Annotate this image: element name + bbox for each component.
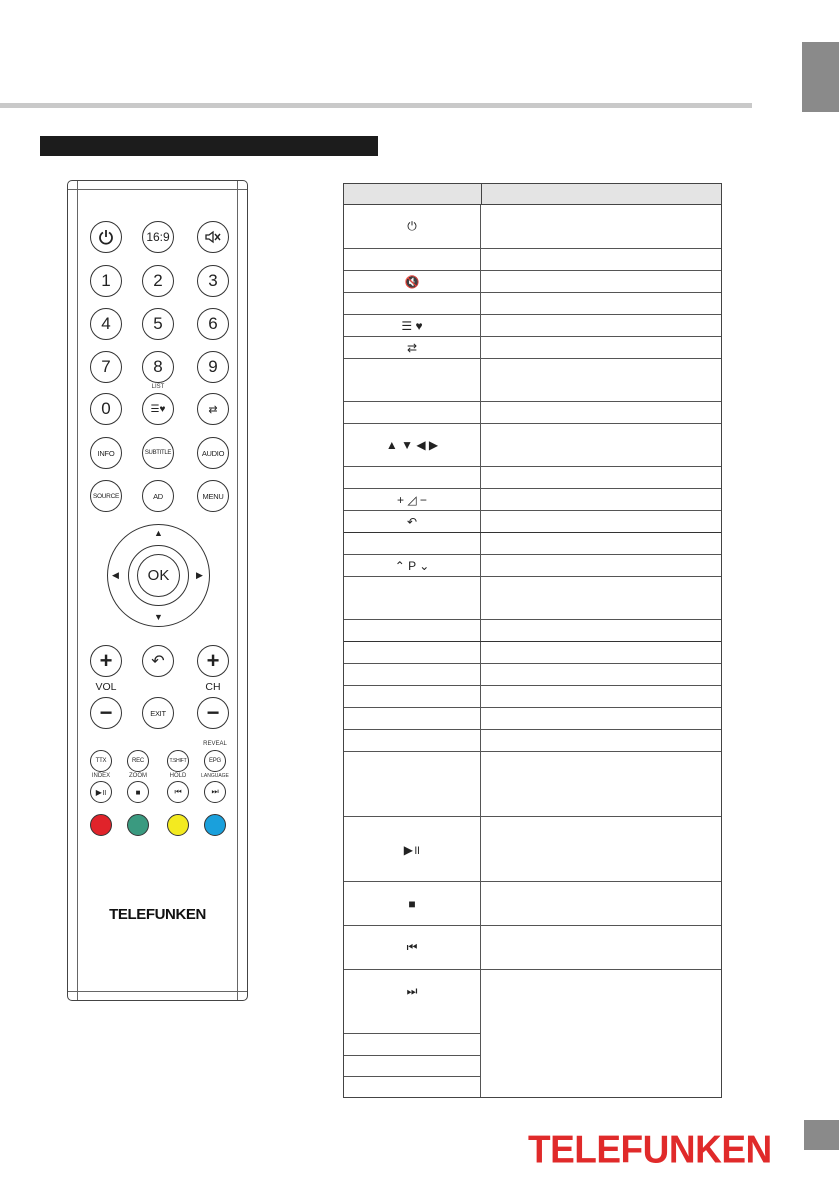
remote-edge-top bbox=[68, 189, 247, 190]
table-cell-function bbox=[481, 402, 721, 423]
stop-button bbox=[127, 781, 149, 803]
recall-icon: ⇄ bbox=[208, 403, 218, 416]
table-cell-button bbox=[344, 359, 481, 401]
table-cell bbox=[344, 1034, 480, 1055]
minus-icon: − bbox=[99, 700, 113, 725]
table-cell-button bbox=[344, 402, 481, 423]
tshift-label: T.SHIFT bbox=[169, 758, 187, 764]
ok-label: OK bbox=[147, 567, 170, 584]
back-icon: ↶ bbox=[151, 653, 165, 670]
audio-button bbox=[197, 437, 229, 469]
table-cell-button: ⏮ bbox=[344, 926, 481, 969]
list-fav-icon: ☰♥ bbox=[150, 403, 166, 415]
table-cell-function bbox=[481, 555, 721, 576]
vol-down-button bbox=[90, 697, 122, 729]
ttx-button bbox=[90, 750, 112, 772]
list-label: LIST bbox=[151, 384, 165, 390]
table-row bbox=[344, 970, 721, 1013]
rewind-icon: ⏮ bbox=[174, 787, 182, 796]
forward-button bbox=[204, 781, 226, 803]
source-label: SOURCE bbox=[92, 492, 119, 500]
num-label: 6 bbox=[208, 314, 218, 333]
rec-label: REC bbox=[131, 758, 145, 764]
table-cell-button bbox=[344, 620, 481, 641]
table-cell-button bbox=[344, 467, 481, 488]
table-row bbox=[344, 249, 721, 271]
table-row bbox=[344, 664, 721, 686]
table-cell-button bbox=[344, 686, 481, 707]
table-row bbox=[344, 642, 721, 664]
table-cell-button: ↶ bbox=[344, 511, 481, 532]
table-cell bbox=[344, 1077, 480, 1097]
table-cell-button: ☰ ♥ bbox=[344, 315, 481, 336]
table-cell-function bbox=[481, 664, 721, 685]
table-row bbox=[344, 926, 721, 970]
table-row bbox=[344, 686, 721, 708]
plus-icon: + bbox=[206, 648, 220, 673]
table-row bbox=[344, 489, 721, 511]
table-cell-button: ▲ ▼ ◀ ▶ bbox=[344, 424, 481, 466]
green-key bbox=[127, 814, 149, 836]
table-row bbox=[344, 271, 721, 293]
index-label: INDEX bbox=[91, 773, 111, 779]
table-row bbox=[344, 817, 721, 882]
remote-brand-logo: TELEFUNKEN bbox=[109, 906, 206, 923]
section-title-bar bbox=[40, 136, 378, 156]
vol-label: VOL bbox=[95, 681, 117, 693]
menu-button bbox=[197, 480, 229, 512]
num-1-button bbox=[90, 265, 122, 297]
exit-label: EXIT bbox=[150, 708, 166, 718]
red-key bbox=[90, 814, 112, 836]
subtitle-label: SUBTITLE bbox=[144, 450, 172, 456]
num-4-button bbox=[90, 308, 122, 340]
table-cell bbox=[344, 1013, 480, 1034]
table-cell bbox=[344, 1056, 480, 1077]
table-cell-function bbox=[481, 642, 721, 663]
table-row bbox=[344, 402, 721, 424]
recall-button bbox=[197, 393, 229, 425]
table-cell-function bbox=[481, 337, 721, 358]
table-cell-function bbox=[481, 708, 721, 729]
rewind-button bbox=[167, 781, 189, 803]
epg-button bbox=[204, 750, 226, 772]
table-row bbox=[344, 577, 721, 620]
subtitle-button bbox=[142, 437, 174, 469]
exit-button bbox=[142, 697, 174, 729]
ttx-label: TTX bbox=[95, 758, 107, 764]
table-row bbox=[344, 708, 721, 730]
table-row bbox=[344, 359, 721, 402]
chapter-tab bbox=[802, 42, 839, 112]
power-button bbox=[90, 221, 122, 253]
info-label: INFO bbox=[97, 448, 115, 458]
plus-icon: + bbox=[99, 648, 113, 673]
table-row bbox=[344, 205, 721, 249]
remote-edge-right bbox=[237, 181, 238, 1000]
button-function-table bbox=[343, 183, 722, 1098]
table-cell-function bbox=[481, 315, 721, 336]
aspect-label: 16:9 bbox=[146, 230, 170, 244]
ok-button bbox=[137, 554, 180, 597]
table-cell-function bbox=[481, 577, 721, 619]
ch-down-button bbox=[197, 697, 229, 729]
table-cell-function bbox=[481, 424, 721, 466]
num-8-button bbox=[142, 351, 174, 383]
num-9-button bbox=[197, 351, 229, 383]
header-cell-button bbox=[344, 184, 482, 204]
table-cell-button: + ◿ − bbox=[344, 489, 481, 510]
table-row bbox=[344, 730, 721, 752]
stop-icon: ■ bbox=[135, 787, 141, 797]
table-row bbox=[344, 752, 721, 817]
yellow-key bbox=[167, 814, 189, 836]
footer-brand-logo: TELEFUNKEN bbox=[528, 1128, 772, 1172]
table-cell-function bbox=[481, 752, 721, 816]
table-cell-function bbox=[481, 686, 721, 707]
num-6-button bbox=[197, 308, 229, 340]
remote-edge-bottom bbox=[68, 991, 247, 992]
num-label: 5 bbox=[153, 314, 163, 333]
table-cell-button: ▶॥ bbox=[344, 817, 481, 881]
epg-label: EPG bbox=[208, 758, 222, 764]
num-label: 3 bbox=[208, 271, 218, 290]
hold-label: HOLD bbox=[169, 773, 187, 779]
table-cell-function bbox=[481, 926, 721, 969]
table-row bbox=[344, 882, 721, 926]
zoom-label: ZOOM bbox=[129, 773, 147, 779]
remote-control-illustration bbox=[67, 180, 248, 1001]
table-cell-button bbox=[344, 664, 481, 685]
table-cell-function bbox=[481, 730, 721, 751]
table-row bbox=[344, 315, 721, 337]
table-cell-function bbox=[481, 293, 721, 314]
num-2-button bbox=[142, 265, 174, 297]
forward-icon: ⏭ bbox=[211, 787, 219, 796]
table-header bbox=[344, 184, 721, 205]
table-cell-function bbox=[481, 817, 721, 881]
table-row bbox=[344, 533, 721, 555]
table-cell-function bbox=[481, 533, 721, 554]
aspect-button bbox=[142, 221, 174, 253]
table-cell-button bbox=[344, 752, 481, 816]
header-rule bbox=[0, 103, 752, 108]
blue-key bbox=[204, 814, 226, 836]
table-cell-function bbox=[481, 489, 721, 510]
table-cell-button bbox=[344, 249, 481, 270]
audio-label: AUDIO bbox=[201, 448, 225, 458]
table-cell-function bbox=[481, 511, 721, 532]
table-row bbox=[344, 293, 721, 315]
table-cell-button bbox=[344, 533, 481, 554]
num-3-button bbox=[197, 265, 229, 297]
play-pause-button bbox=[90, 781, 112, 803]
table-cell-function bbox=[481, 467, 721, 488]
num-label: 7 bbox=[101, 357, 111, 376]
table-cell-function bbox=[481, 882, 721, 925]
table-cell-button bbox=[344, 730, 481, 751]
num-label: 0 bbox=[101, 399, 111, 418]
table-cell-button: 🔇 bbox=[344, 271, 481, 292]
table-row bbox=[344, 424, 721, 467]
table-cell-function bbox=[481, 249, 721, 270]
table-body bbox=[344, 205, 721, 1013]
num-label: 4 bbox=[101, 314, 111, 333]
table-cell-function bbox=[481, 620, 721, 641]
num-label: 9 bbox=[208, 357, 218, 376]
page-number-tab bbox=[804, 1120, 839, 1150]
table-row bbox=[344, 337, 721, 359]
list-fav-button bbox=[142, 393, 174, 425]
table-cell-button: ⌃ P ⌄ bbox=[344, 555, 481, 576]
info-button bbox=[90, 437, 122, 469]
mute-icon bbox=[205, 230, 221, 244]
table-cell-function bbox=[481, 205, 721, 248]
ch-up-button bbox=[197, 645, 229, 677]
table-cell-button: ⏭ bbox=[344, 970, 481, 1013]
table-cell-button: ⏻ bbox=[344, 205, 481, 248]
table-cell-button bbox=[344, 577, 481, 619]
ch-label: CH bbox=[205, 681, 221, 693]
rec-button bbox=[127, 750, 149, 772]
num-7-button bbox=[90, 351, 122, 383]
ad-button bbox=[142, 480, 174, 512]
arrow-down-icon: ▼ bbox=[154, 612, 163, 622]
minus-icon: − bbox=[206, 700, 220, 725]
table-cell-function bbox=[481, 970, 721, 1013]
ad-label: AD bbox=[153, 491, 163, 501]
back-button bbox=[142, 645, 174, 677]
table-cell-button: ⇄ bbox=[344, 337, 481, 358]
arrow-up-icon: ▲ bbox=[154, 528, 163, 538]
table-cell-button bbox=[344, 293, 481, 314]
table-cell-function bbox=[481, 271, 721, 292]
num-5-button bbox=[142, 308, 174, 340]
table-row bbox=[344, 467, 721, 489]
arrow-right-icon: ▶ bbox=[196, 570, 203, 580]
table-row bbox=[344, 620, 721, 642]
remote-edge-left bbox=[77, 181, 78, 1000]
power-icon bbox=[98, 229, 114, 245]
arrow-left-icon: ◀ bbox=[112, 570, 119, 580]
table-row bbox=[344, 555, 721, 577]
play-pause-icon: ▶॥ bbox=[95, 787, 107, 797]
merged-left-column bbox=[344, 1013, 481, 1097]
tshift-button bbox=[167, 750, 189, 772]
num-0-button bbox=[90, 393, 122, 425]
merged-right-cell bbox=[481, 1013, 721, 1097]
language-label: LANGUAGE bbox=[201, 773, 229, 779]
table-cell-button: ■ bbox=[344, 882, 481, 925]
table-row bbox=[344, 511, 721, 533]
table-row-merged bbox=[344, 1013, 721, 1097]
num-label: 8 bbox=[153, 357, 163, 376]
table-cell-button bbox=[344, 708, 481, 729]
source-button bbox=[90, 480, 122, 512]
table-cell-button bbox=[344, 642, 481, 663]
table-cell-function bbox=[481, 359, 721, 401]
reveal-label: REVEAL bbox=[203, 741, 227, 747]
vol-up-button bbox=[90, 645, 122, 677]
mute-button bbox=[197, 221, 229, 253]
num-label: 2 bbox=[153, 271, 163, 290]
num-label: 1 bbox=[101, 271, 111, 290]
menu-label: MENU bbox=[202, 491, 224, 501]
